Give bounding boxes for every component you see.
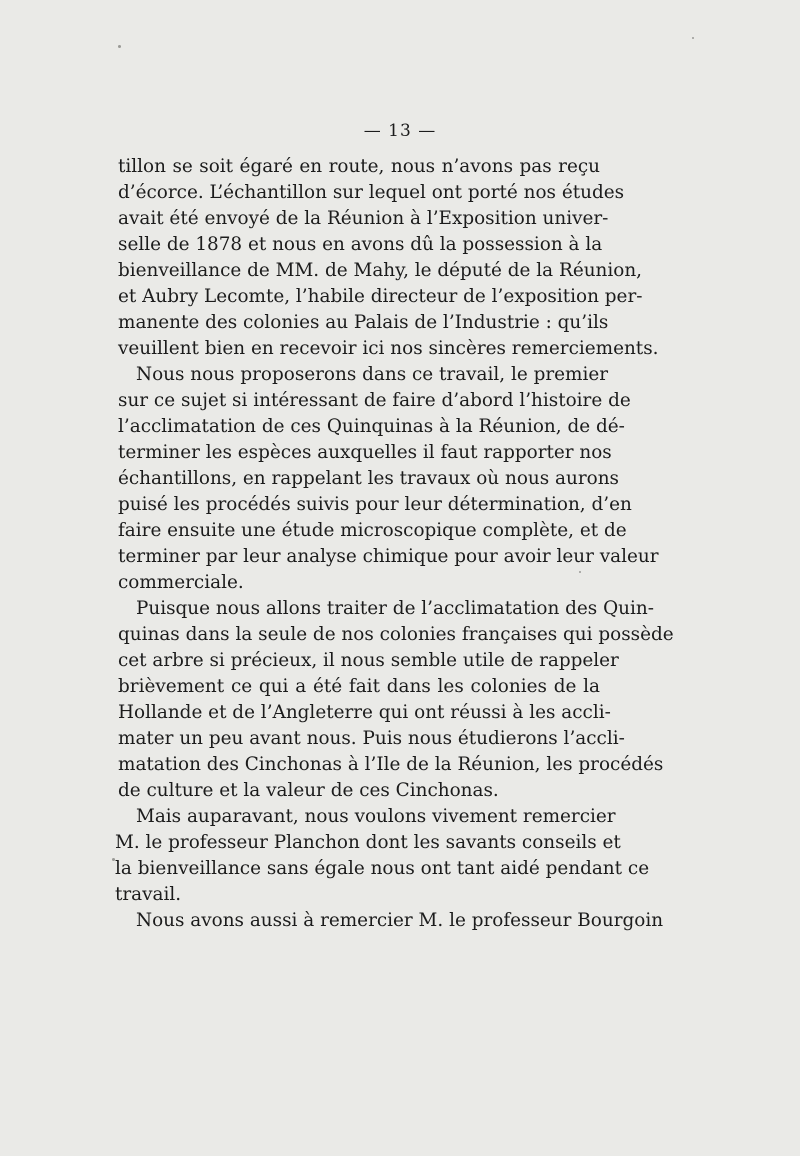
text-line: faire ensuite une étude microscopique complète, et de <box>118 520 627 541</box>
text-line: la bienveillance sans égale nous ont tant aidé pendant ce <box>115 858 650 879</box>
text-line: veuillent bien en recevoir ici nos sincères remerciements. <box>118 338 659 359</box>
text-line: commerciale. <box>118 572 244 593</box>
text-line: mater un peu avant nous. Puis nous étudierons l’accli- <box>118 728 625 749</box>
paragraph-start-line: Nous nous proposerons dans ce travail, le premier <box>136 364 609 385</box>
text-line: puisé les procédés suivis pour leur détermination, d’en <box>118 494 632 515</box>
paragraph-start-line: Puisque nous allons traiter de l’acclimatation des Quin- <box>136 598 654 619</box>
page-number: — 13 — <box>363 121 437 141</box>
text-line: brièvement ce qui a été fait dans les colonies de la <box>118 676 600 697</box>
text-line: quinas dans la seule de nos colonies françaises qui possède <box>118 624 674 645</box>
paragraph-start-line: Nous avons aussi à remercier M. le professeur Bourgoin <box>136 910 664 931</box>
text-line: selle de 1878 et nous en avons dû la possession à la <box>118 234 603 255</box>
paper-speck <box>579 571 581 573</box>
text-line: terminer les espèces auxquelles il faut rapporter nos <box>118 442 612 463</box>
paper-speck <box>118 45 121 48</box>
paper-speck <box>112 858 115 861</box>
text-line: échantillons, en rappelant les travaux où nous aurons <box>118 468 619 489</box>
text-line: sur ce sujet si intéressant de faire d’abord l’histoire de <box>118 390 631 411</box>
paper-speck <box>692 37 694 39</box>
text-line: de culture et la valeur de ces Cinchonas. <box>118 780 499 801</box>
text-line: tillon se soit égaré en route, nous n’avons pas reçu <box>118 156 600 177</box>
text-line: d’écorce. L’échantillon sur lequel ont porté nos études <box>118 182 625 203</box>
text-line: matation des Cinchonas à l’Ile de la Réunion, les procédés <box>118 754 664 775</box>
text-line: l’acclimatation de ces Quinquinas à la Réunion, de dé- <box>118 416 625 437</box>
text-line: manente des colonies au Palais de l’Industrie : qu’ils <box>118 312 609 333</box>
text-line: et Aubry Lecomte, l’habile directeur de l’exposition per- <box>118 286 643 307</box>
paragraph-start-line: Mais auparavant, nous voulons vivement remercier <box>136 806 616 827</box>
text-line: cet arbre si précieux, il nous semble utile de rappeler <box>118 650 619 671</box>
text-line: terminer par leur analyse chimique pour avoir leur valeur <box>118 546 659 567</box>
text-line: travail. <box>115 884 182 905</box>
text-line: M. le professeur Planchon dont les savants conseils et <box>115 832 621 853</box>
text-line: avait été envoyé de la Réunion à l’Exposition univer- <box>118 208 609 229</box>
text-line: Hollande et de l’Angleterre qui ont réussi à les accli- <box>118 702 611 723</box>
text-line: bienveillance de MM. de Mahy, le député de la Réunion, <box>118 260 643 281</box>
